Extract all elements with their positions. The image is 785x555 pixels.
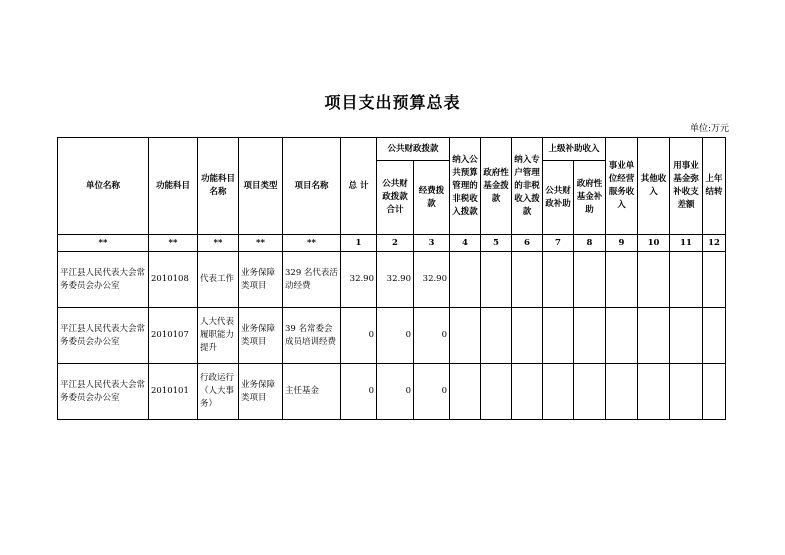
cell-total: 0 (341, 364, 377, 420)
cell-public-fiscal-total: 32.90 (377, 252, 414, 308)
index-cell: 9 (606, 235, 638, 252)
cell-empty (512, 252, 543, 308)
header-project-name: 项目名称 (283, 138, 341, 235)
header-public-fiscal: 公共财政拨款 (377, 138, 450, 161)
cell-project-name: 39 名常委会成员培训经费 (283, 308, 341, 364)
cell-empty (512, 364, 543, 420)
cell-empty (670, 252, 703, 308)
cell-empty (703, 252, 726, 308)
index-cell: 7 (543, 235, 574, 252)
cell-public-fiscal-total: 0 (377, 364, 414, 420)
cell-empty (638, 252, 670, 308)
cell-empty (450, 364, 481, 420)
cell-empty (574, 364, 606, 420)
cell-empty (703, 364, 726, 420)
index-row (58, 235, 726, 252)
cell-expense: 0 (414, 364, 450, 420)
header-total: 总 计 (341, 138, 377, 235)
cell-expense: 32.90 (414, 252, 450, 308)
cell-public-fiscal-total: 0 (377, 308, 414, 364)
cell-unit: 平江县人民代表大会常务委员会办公室 (58, 364, 149, 420)
cell-empty (450, 308, 481, 364)
index-cell: 6 (512, 235, 543, 252)
index-cell: 4 (450, 235, 481, 252)
cell-subject: 人大代表履职能力提升 (198, 308, 239, 364)
cell-project-name: 329 名代表活动经费 (283, 252, 341, 308)
cell-empty (638, 364, 670, 420)
cell-subject: 代表工作 (198, 252, 239, 308)
index-cell: 11 (670, 235, 703, 252)
cell-empty (606, 252, 638, 308)
cell-unit: 平江县人民代表大会常务委员会办公室 (58, 252, 149, 308)
cell-empty (606, 364, 638, 420)
index-cell: 2 (377, 235, 414, 252)
table-row (58, 308, 726, 364)
index-cell: ** (58, 235, 149, 252)
header-upper-subsidy: 上级补助收入 (543, 138, 606, 161)
cell-empty (450, 252, 481, 308)
index-cell: ** (239, 235, 283, 252)
table-row (58, 252, 726, 308)
index-cell: 10 (638, 235, 670, 252)
header-other-income: 其他收入 (638, 138, 670, 235)
cell-code: 2010107 (149, 308, 198, 364)
index-cell: 5 (481, 235, 512, 252)
table-row (58, 364, 726, 420)
header-unit-name: 单位名称 (58, 138, 149, 235)
cell-subject: 行政运行（人大事务） (198, 364, 239, 420)
page-title: 项目支出预算总表 (324, 93, 461, 112)
cell-type: 业务保障类项目 (239, 252, 283, 308)
cell-empty (638, 308, 670, 364)
index-cell: 8 (574, 235, 606, 252)
cell-project-name: 主任基金 (283, 364, 341, 420)
index-cell: 1 (341, 235, 377, 252)
header-expense-allocation: 经费拨款 (414, 161, 450, 235)
cell-empty (543, 364, 574, 420)
cell-code: 2010108 (149, 252, 198, 308)
index-cell: 12 (703, 235, 726, 252)
header-func-subject-name: 功能科目名称 (198, 138, 239, 235)
cell-empty (543, 252, 574, 308)
index-cell: ** (198, 235, 239, 252)
cell-total: 32.90 (341, 252, 377, 308)
cell-empty (543, 308, 574, 364)
header-carryover: 上年结转 (703, 138, 726, 235)
header-public-fiscal-total: 公共财政拨款合计 (377, 161, 414, 235)
cell-empty (512, 308, 543, 364)
cell-type: 业务保障类项目 (239, 308, 283, 364)
cell-empty (670, 308, 703, 364)
header-business-income: 事业单位经营服务收入 (606, 138, 638, 235)
cell-empty (481, 308, 512, 364)
cell-empty (481, 252, 512, 308)
header-project-type: 项目类型 (239, 138, 283, 235)
header-budget-nontax: 纳入公共预算管理的非税收入拨款 (450, 138, 481, 235)
cell-type: 业务保障类项目 (239, 364, 283, 420)
index-cell: 3 (414, 235, 450, 252)
cell-code: 2010101 (149, 364, 198, 420)
index-cell: ** (149, 235, 198, 252)
cell-empty (703, 308, 726, 364)
header-public-fiscal-subsidy: 公共财政补助 (543, 161, 574, 235)
cell-expense: 0 (414, 308, 450, 364)
cell-empty (606, 308, 638, 364)
cell-empty (574, 308, 606, 364)
cell-empty (670, 364, 703, 420)
index-cell: ** (283, 235, 341, 252)
cell-total: 0 (341, 308, 377, 364)
header-fund-supplement: 用事业基金弥补收支差额 (670, 138, 703, 235)
header-special-nontax: 纳入专户管理的非税收入拨款 (512, 138, 543, 235)
header-gov-fund: 政府性基金拨款 (481, 138, 512, 235)
cell-empty (574, 252, 606, 308)
cell-unit: 平江县人民代表大会常务委员会办公室 (58, 308, 149, 364)
header-gov-fund-subsidy: 政府性基金补助 (574, 161, 606, 235)
header-row-top (58, 138, 726, 161)
budget-table (57, 137, 726, 420)
cell-empty (481, 364, 512, 420)
unit-label: 单位:万元 (689, 124, 729, 134)
header-func-subject: 功能科目 (149, 138, 198, 235)
